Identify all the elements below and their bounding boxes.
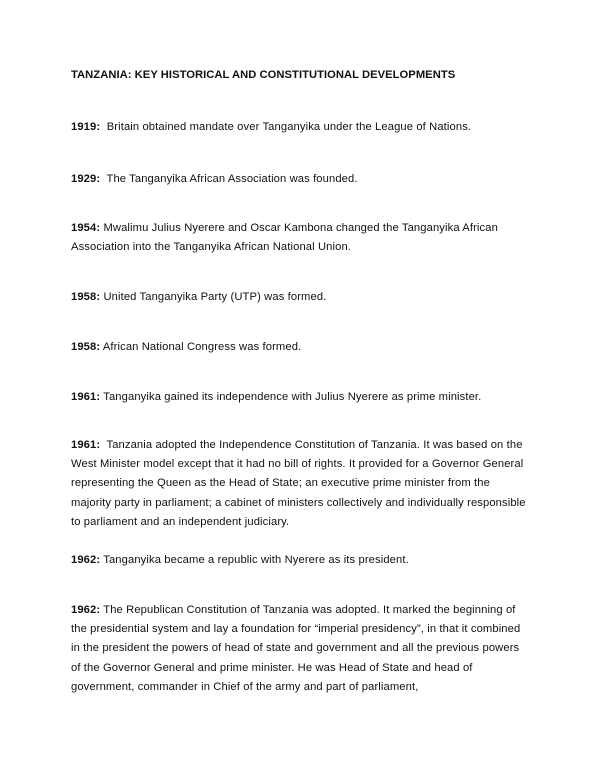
entry-text: The Republican Constitution of Tanzania was adopted. It marked the beginning of the presidential system and lay a foundation for “imperial presidency”, in that it combined in the president the powers of head of state and government and all the previous powers of the Governor General and prime minister. He was Head of State and head of government, commander in Chief of the army and part of parliament, (71, 604, 521, 693)
entry-year: 1954: (71, 222, 101, 234)
entry-year: 1958: (71, 341, 101, 353)
timeline-entry-1962-constitution (71, 601, 531, 697)
timeline-entry-1958-anc (71, 338, 531, 357)
timeline-entry-1961-independence (71, 388, 531, 407)
timeline-entry-1962-republic (71, 551, 531, 570)
entry-text: African National Congress was formed. (102, 341, 302, 353)
entry-text: Mwalimu Julius Nyerere and Oscar Kambona changed the Tanganyika African Association into the Tanganyika African National Union. (71, 222, 498, 254)
document-title: TANZANIA: KEY HISTORICAL AND CONSTITUTIONAL DEVELOPMENTS (71, 69, 456, 81)
timeline-entry-1929 (71, 170, 531, 189)
entry-year: 1962: (71, 604, 101, 616)
entry-text: Tanganyika gained its independence with Julius Nyerere as prime minister. (103, 391, 482, 403)
entry-year: 1929: (71, 173, 101, 185)
entry-text: Tanzania adopted the Independence Constitution of Tanzania. It was based on the West Minister model except that it had no bill of rights. It provided for a Governor General representing the Queen as the Head of State; an executive prime minister from the majority party in parliament; a cabinet of ministers collectively and individually responsible to parliament and an independent judiciary. (71, 439, 526, 528)
timeline-entry-1958-utp (71, 288, 531, 307)
timeline-entry-1919 (71, 118, 531, 137)
entry-year: 1919: (71, 121, 101, 133)
entry-year: 1961: (71, 439, 101, 451)
entry-year: 1958: (71, 291, 101, 303)
entry-year: 1962: (71, 554, 101, 566)
entry-text: Tanganyika became a republic with Nyerere as its president. (103, 554, 409, 566)
timeline-entry-1961-constitution (71, 436, 531, 532)
entry-year: 1961: (71, 391, 101, 403)
entry-text: United Tanganyika Party (UTP) was formed. (103, 291, 327, 303)
timeline-entry-1954 (71, 219, 531, 257)
entry-text: The Tanganyika African Association was founded. (106, 173, 358, 185)
entry-text: Britain obtained mandate over Tanganyika under the League of Nations. (106, 121, 472, 133)
